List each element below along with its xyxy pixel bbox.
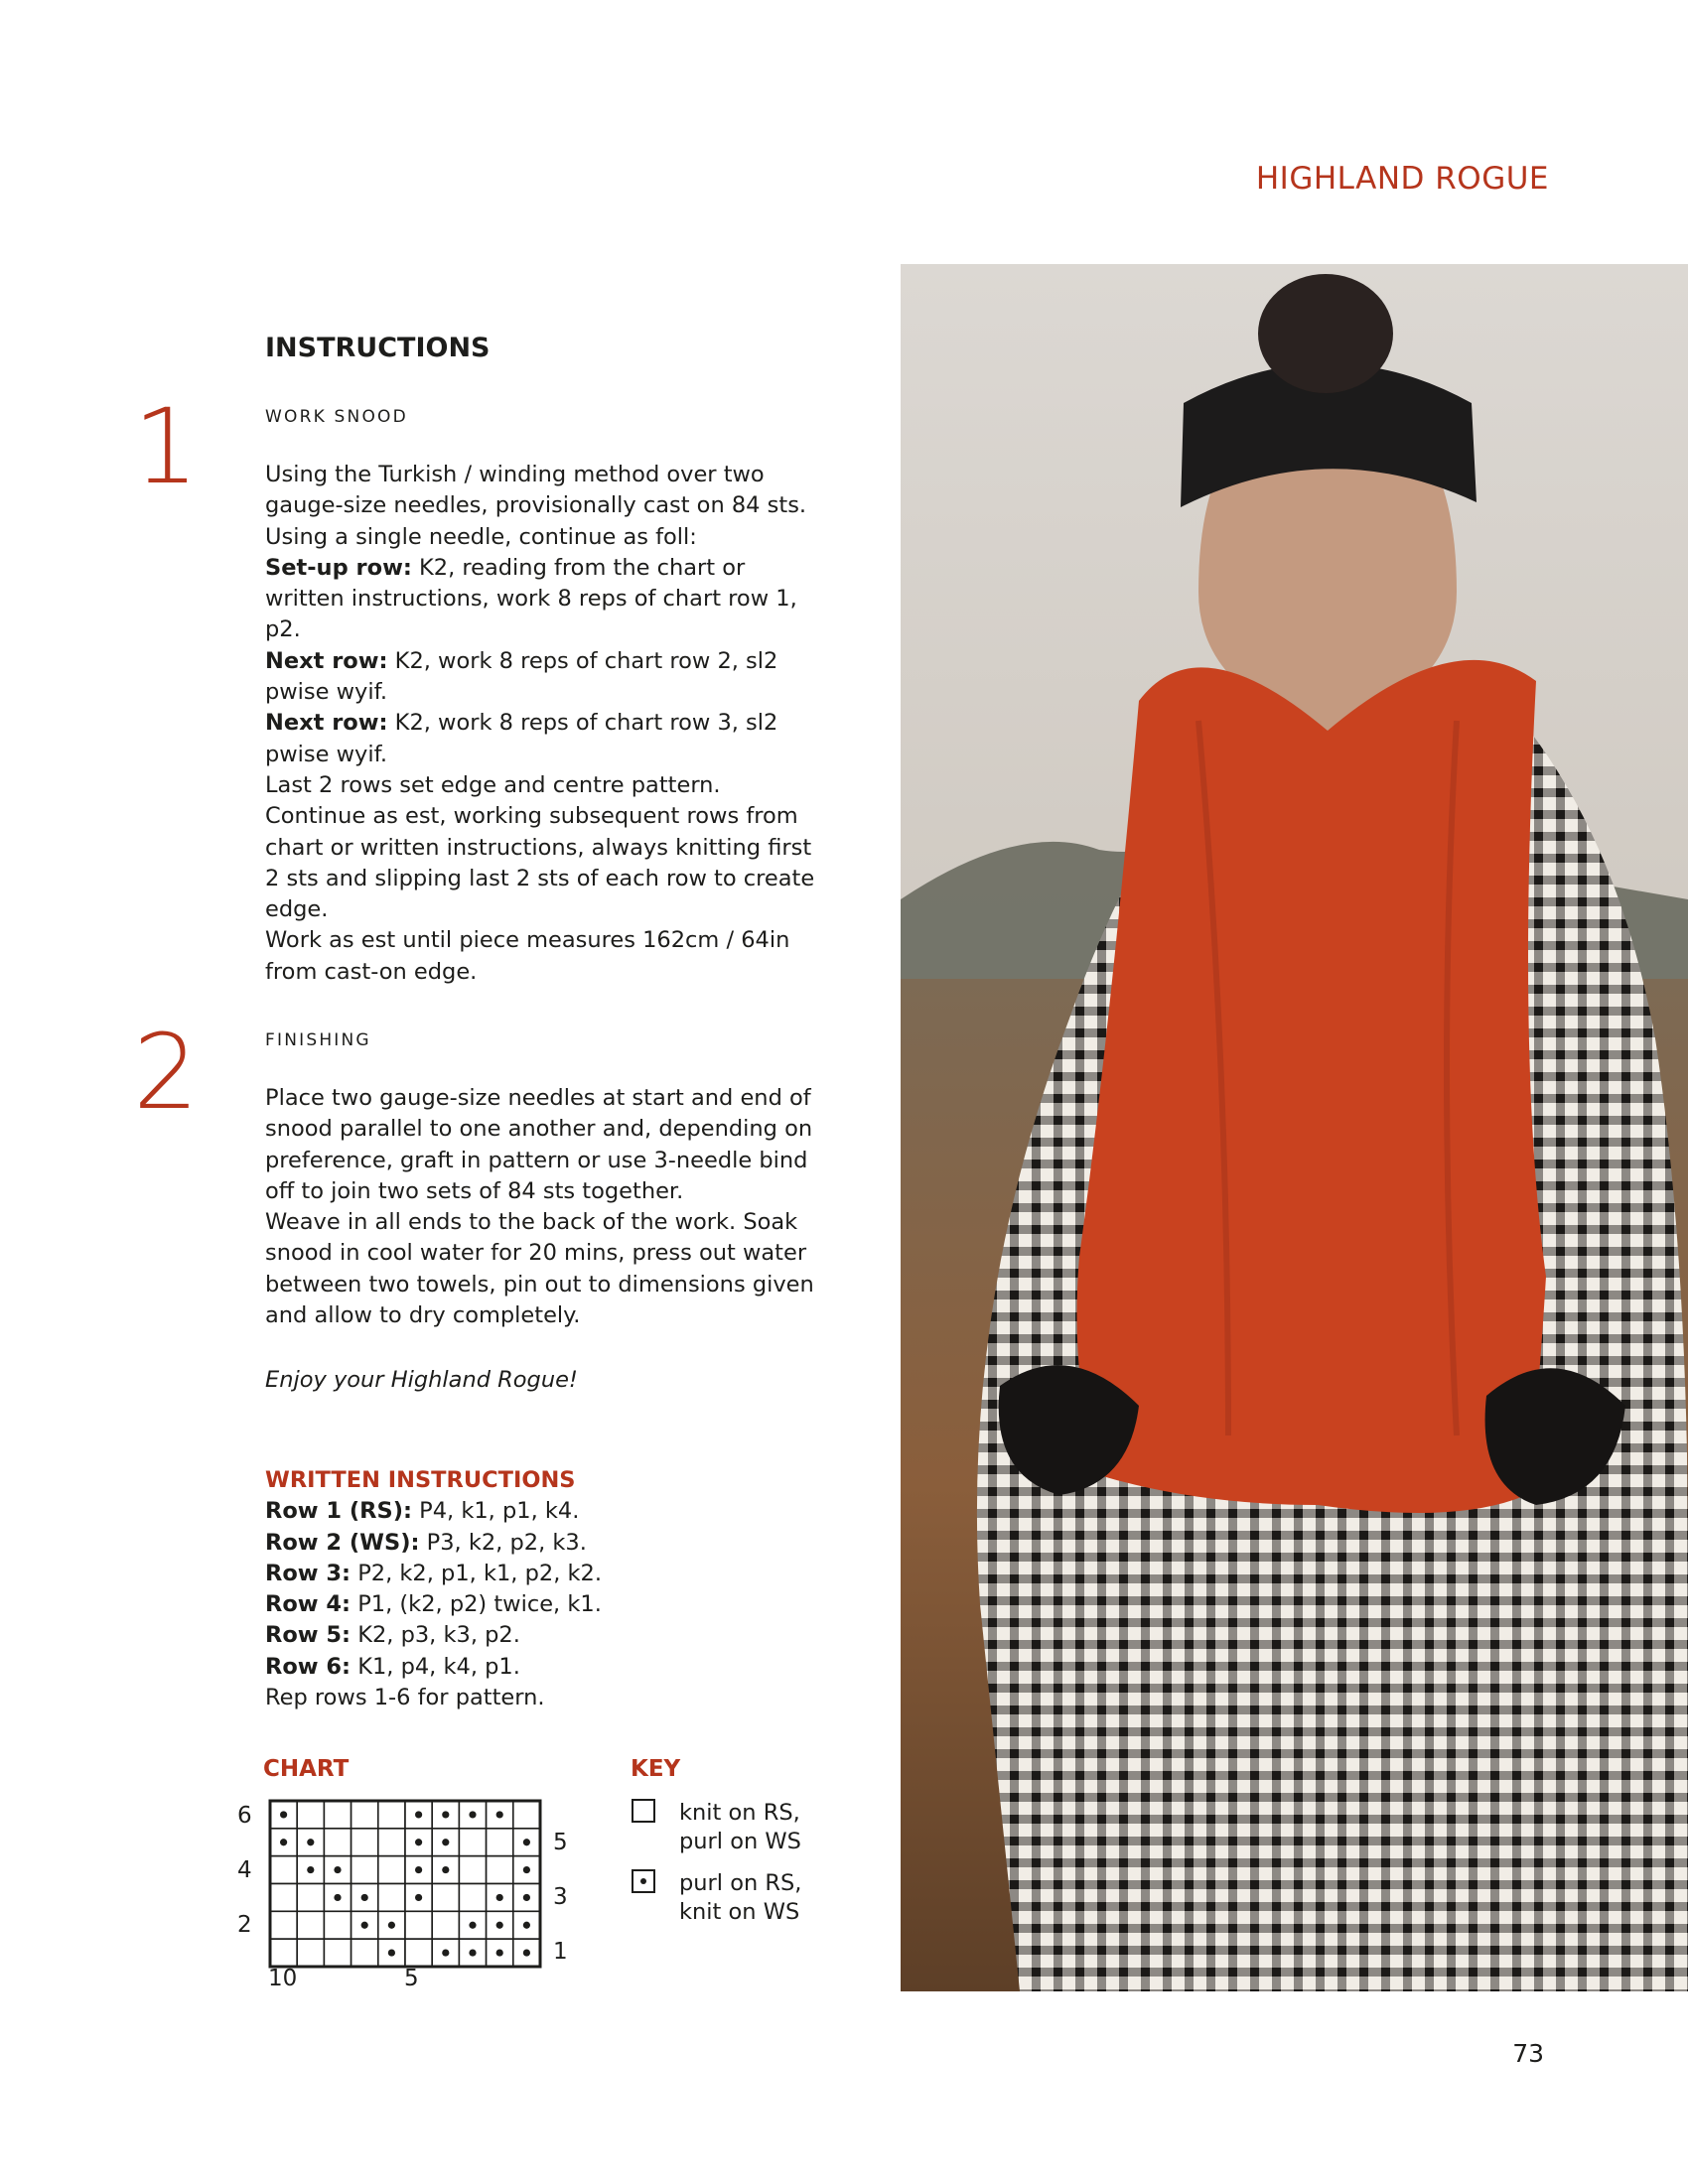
chart-cell <box>324 1939 351 1967</box>
chart-cell <box>297 1801 324 1829</box>
purl-dot <box>496 1922 503 1929</box>
purl-dot <box>442 1811 449 1818</box>
step1-title: WORK SNOOD <box>265 407 408 427</box>
step1-line: edge. <box>265 896 329 923</box>
purl-dot <box>523 1839 530 1845</box>
row-text: P1, (k2, p2) twice, k1. <box>351 1591 602 1618</box>
chart-row-label-6: 6 <box>237 1803 252 1829</box>
purl-dot <box>280 1811 287 1818</box>
step1-body <box>265 460 821 988</box>
key-text-line: purl on WS <box>679 1829 801 1854</box>
step1-line: from cast-on edge. <box>265 958 478 985</box>
purl-dot <box>307 1839 314 1845</box>
written-instructions-heading: WRITTEN INSTRUCTIONS <box>265 1467 576 1493</box>
purl-dot <box>496 1894 503 1901</box>
purl-dot <box>523 1894 530 1901</box>
photo-illustration <box>901 264 1688 1991</box>
step1-line: Last 2 rows set edge and centre pattern. <box>265 771 721 798</box>
key-text-line: knit on RS, <box>679 1800 800 1826</box>
row-instruction <box>265 1559 821 1589</box>
row-label: Row 1 (RS): <box>265 1498 412 1525</box>
chart-cell <box>270 1856 297 1884</box>
chart-cell <box>432 1911 459 1939</box>
chart-cell <box>432 1884 459 1912</box>
chart-cell <box>270 1939 297 1967</box>
purl-dot <box>388 1949 395 1956</box>
key-text-line: knit on WS <box>679 1899 800 1925</box>
purl-symbol-icon <box>632 1869 655 1893</box>
chart-col-label-5: 5 <box>404 1966 419 1991</box>
chart-cell <box>459 1856 486 1884</box>
purl-dot <box>523 1866 530 1873</box>
chart-cell <box>378 1884 405 1912</box>
step1-line: chart or written instructions, always knitting first <box>265 834 812 861</box>
purl-dot <box>523 1949 530 1956</box>
setup-row <box>265 553 821 584</box>
step1-line: Continue as est, working subsequent rows from <box>265 803 798 830</box>
key-item-knit <box>679 1799 878 1856</box>
chart-cell <box>297 1884 324 1912</box>
row-instruction <box>265 1528 821 1559</box>
chart-cell <box>270 1884 297 1912</box>
step1-line: pwise wyif. <box>265 679 388 706</box>
chart-cell <box>270 1911 297 1939</box>
repeat-note: Rep rows 1-6 for pattern. <box>265 1685 545 1711</box>
chart-row-label-3: 3 <box>553 1884 568 1910</box>
chart-cell <box>352 1856 378 1884</box>
step-number-2: 2 <box>133 1012 200 1133</box>
chart-row-label-5: 5 <box>553 1830 568 1855</box>
chart-cell <box>324 1829 351 1856</box>
model-photo <box>901 264 1688 1991</box>
purl-dot <box>496 1949 503 1956</box>
purl-dot <box>469 1811 476 1818</box>
purl-dot <box>307 1866 314 1873</box>
chart-cell <box>324 1801 351 1829</box>
chart-cell <box>459 1884 486 1912</box>
step2-body <box>265 1083 821 1331</box>
chart-col-label-10: 10 <box>268 1966 298 1991</box>
step1-line: gauge-size needles, provisionally cast on 84 sts. <box>265 492 807 519</box>
chart-svg <box>268 1799 542 1969</box>
chart-cell <box>459 1829 486 1856</box>
step2-line: preference, graft in pattern or use 3-needle bind <box>265 1147 808 1173</box>
purl-dot <box>415 1811 422 1818</box>
row-label: Row 6: <box>265 1653 352 1680</box>
next-row-text: K2, work 8 reps of chart row 3, sl2 <box>387 710 778 737</box>
row-instruction <box>265 1589 821 1620</box>
chart-cell <box>352 1801 378 1829</box>
purl-dot <box>415 1866 422 1873</box>
chart-cell <box>352 1939 378 1967</box>
purl-dot <box>496 1811 503 1818</box>
chart-cell <box>297 1939 324 1967</box>
next-row-label: Next row: <box>265 710 388 737</box>
step-number-1: 1 <box>133 386 200 507</box>
running-header: HIGHLAND ROGUE <box>1255 161 1549 197</box>
step1-line: pwise wyif. <box>265 741 388 767</box>
step2-line: Weave in all ends to the back of the work. Soak <box>265 1209 798 1236</box>
next-row-label: Next row: <box>265 647 388 674</box>
row-text: K1, p4, k4, p1. <box>351 1653 520 1680</box>
purl-dot <box>334 1894 341 1901</box>
chart-cell <box>487 1829 513 1856</box>
chart-cell <box>378 1829 405 1856</box>
row-text: P2, k2, p1, k1, p2, k2. <box>351 1560 603 1586</box>
instructions-heading: INSTRUCTIONS <box>265 333 491 363</box>
purl-dot <box>334 1866 341 1873</box>
step1-line: written instructions, work 8 reps of chart row 1, <box>265 586 797 613</box>
step2-line: snood parallel to one another and, depending on <box>265 1116 813 1143</box>
chart-cell <box>297 1911 324 1939</box>
setup-row-label: Set-up row: <box>265 554 412 581</box>
step1-line: 2 sts and slipping last 2 sts of each row to create <box>265 865 815 891</box>
step1-line: p2. <box>265 616 301 643</box>
purl-dot <box>415 1839 422 1845</box>
purl-dot <box>415 1894 422 1901</box>
chart-heading: CHART <box>263 1756 350 1782</box>
purl-dot <box>469 1922 476 1929</box>
chart-row-label-4: 4 <box>237 1857 252 1883</box>
written-instructions <box>265 1465 821 1713</box>
step2-line: Place two gauge-size needles at start and end of <box>265 1085 811 1111</box>
chart-cell <box>487 1856 513 1884</box>
purl-dot <box>361 1922 368 1929</box>
next-row-2 <box>265 708 821 739</box>
step1-line: Using the Turkish / winding method over two <box>265 462 765 487</box>
step2-title: FINISHING <box>265 1030 371 1050</box>
row-instruction <box>265 1496 821 1527</box>
step1-line: Using a single needle, continue as foll: <box>265 523 697 550</box>
row-label: Row 5: <box>265 1622 352 1649</box>
knit-symbol-icon <box>632 1799 655 1823</box>
step1-line: Work as est until piece measures 162cm / 64in <box>265 927 790 954</box>
purl-dot <box>523 1922 530 1929</box>
knitting-chart <box>268 1799 542 1969</box>
purl-dot <box>442 1839 449 1845</box>
step2-line: and allow to dry completely. <box>265 1302 581 1329</box>
purl-dot <box>361 1894 368 1901</box>
next-row-text: K2, work 8 reps of chart row 2, sl2 <box>387 647 778 674</box>
row-text: P4, k1, p1, k4. <box>412 1498 580 1525</box>
chart-cell <box>405 1911 432 1939</box>
row-text: K2, p3, k3, p2. <box>351 1622 520 1649</box>
row-instruction <box>265 1620 821 1651</box>
chart-row-label-1: 1 <box>553 1939 568 1965</box>
purl-dot <box>388 1922 395 1929</box>
chart-cell <box>513 1801 540 1829</box>
row-instruction <box>265 1652 821 1683</box>
key-heading: KEY <box>631 1756 681 1782</box>
closing-note: Enjoy your Highland Rogue! <box>265 1367 578 1393</box>
chart-cell <box>378 1801 405 1829</box>
purl-dot <box>442 1866 449 1873</box>
chart-cell <box>405 1939 432 1967</box>
row-label: Row 2 (WS): <box>265 1529 420 1556</box>
chart-row-label-2: 2 <box>237 1912 252 1938</box>
purl-dot <box>469 1949 476 1956</box>
row-label: Row 4: <box>265 1591 352 1618</box>
purl-dot <box>280 1839 287 1845</box>
row-label: Row 3: <box>265 1560 352 1586</box>
key-text-line: purl on RS, <box>679 1870 802 1896</box>
row-text: P3, k2, p2, k3. <box>419 1529 587 1556</box>
page-number: 73 <box>1512 2039 1544 2068</box>
chart-cell <box>324 1911 351 1939</box>
next-row-1 <box>265 646 821 677</box>
chart-cell <box>352 1829 378 1856</box>
purl-dot <box>442 1949 449 1956</box>
step2-line: off to join two sets of 84 sts together. <box>265 1177 684 1204</box>
setup-row-text: K2, reading from the chart or <box>411 554 746 581</box>
step2-line: between two towels, pin out to dimensions given <box>265 1271 814 1297</box>
key-item-purl <box>679 1869 878 1927</box>
chart-cell <box>378 1856 405 1884</box>
step2-line: snood in cool water for 20 mins, press out water <box>265 1240 807 1267</box>
